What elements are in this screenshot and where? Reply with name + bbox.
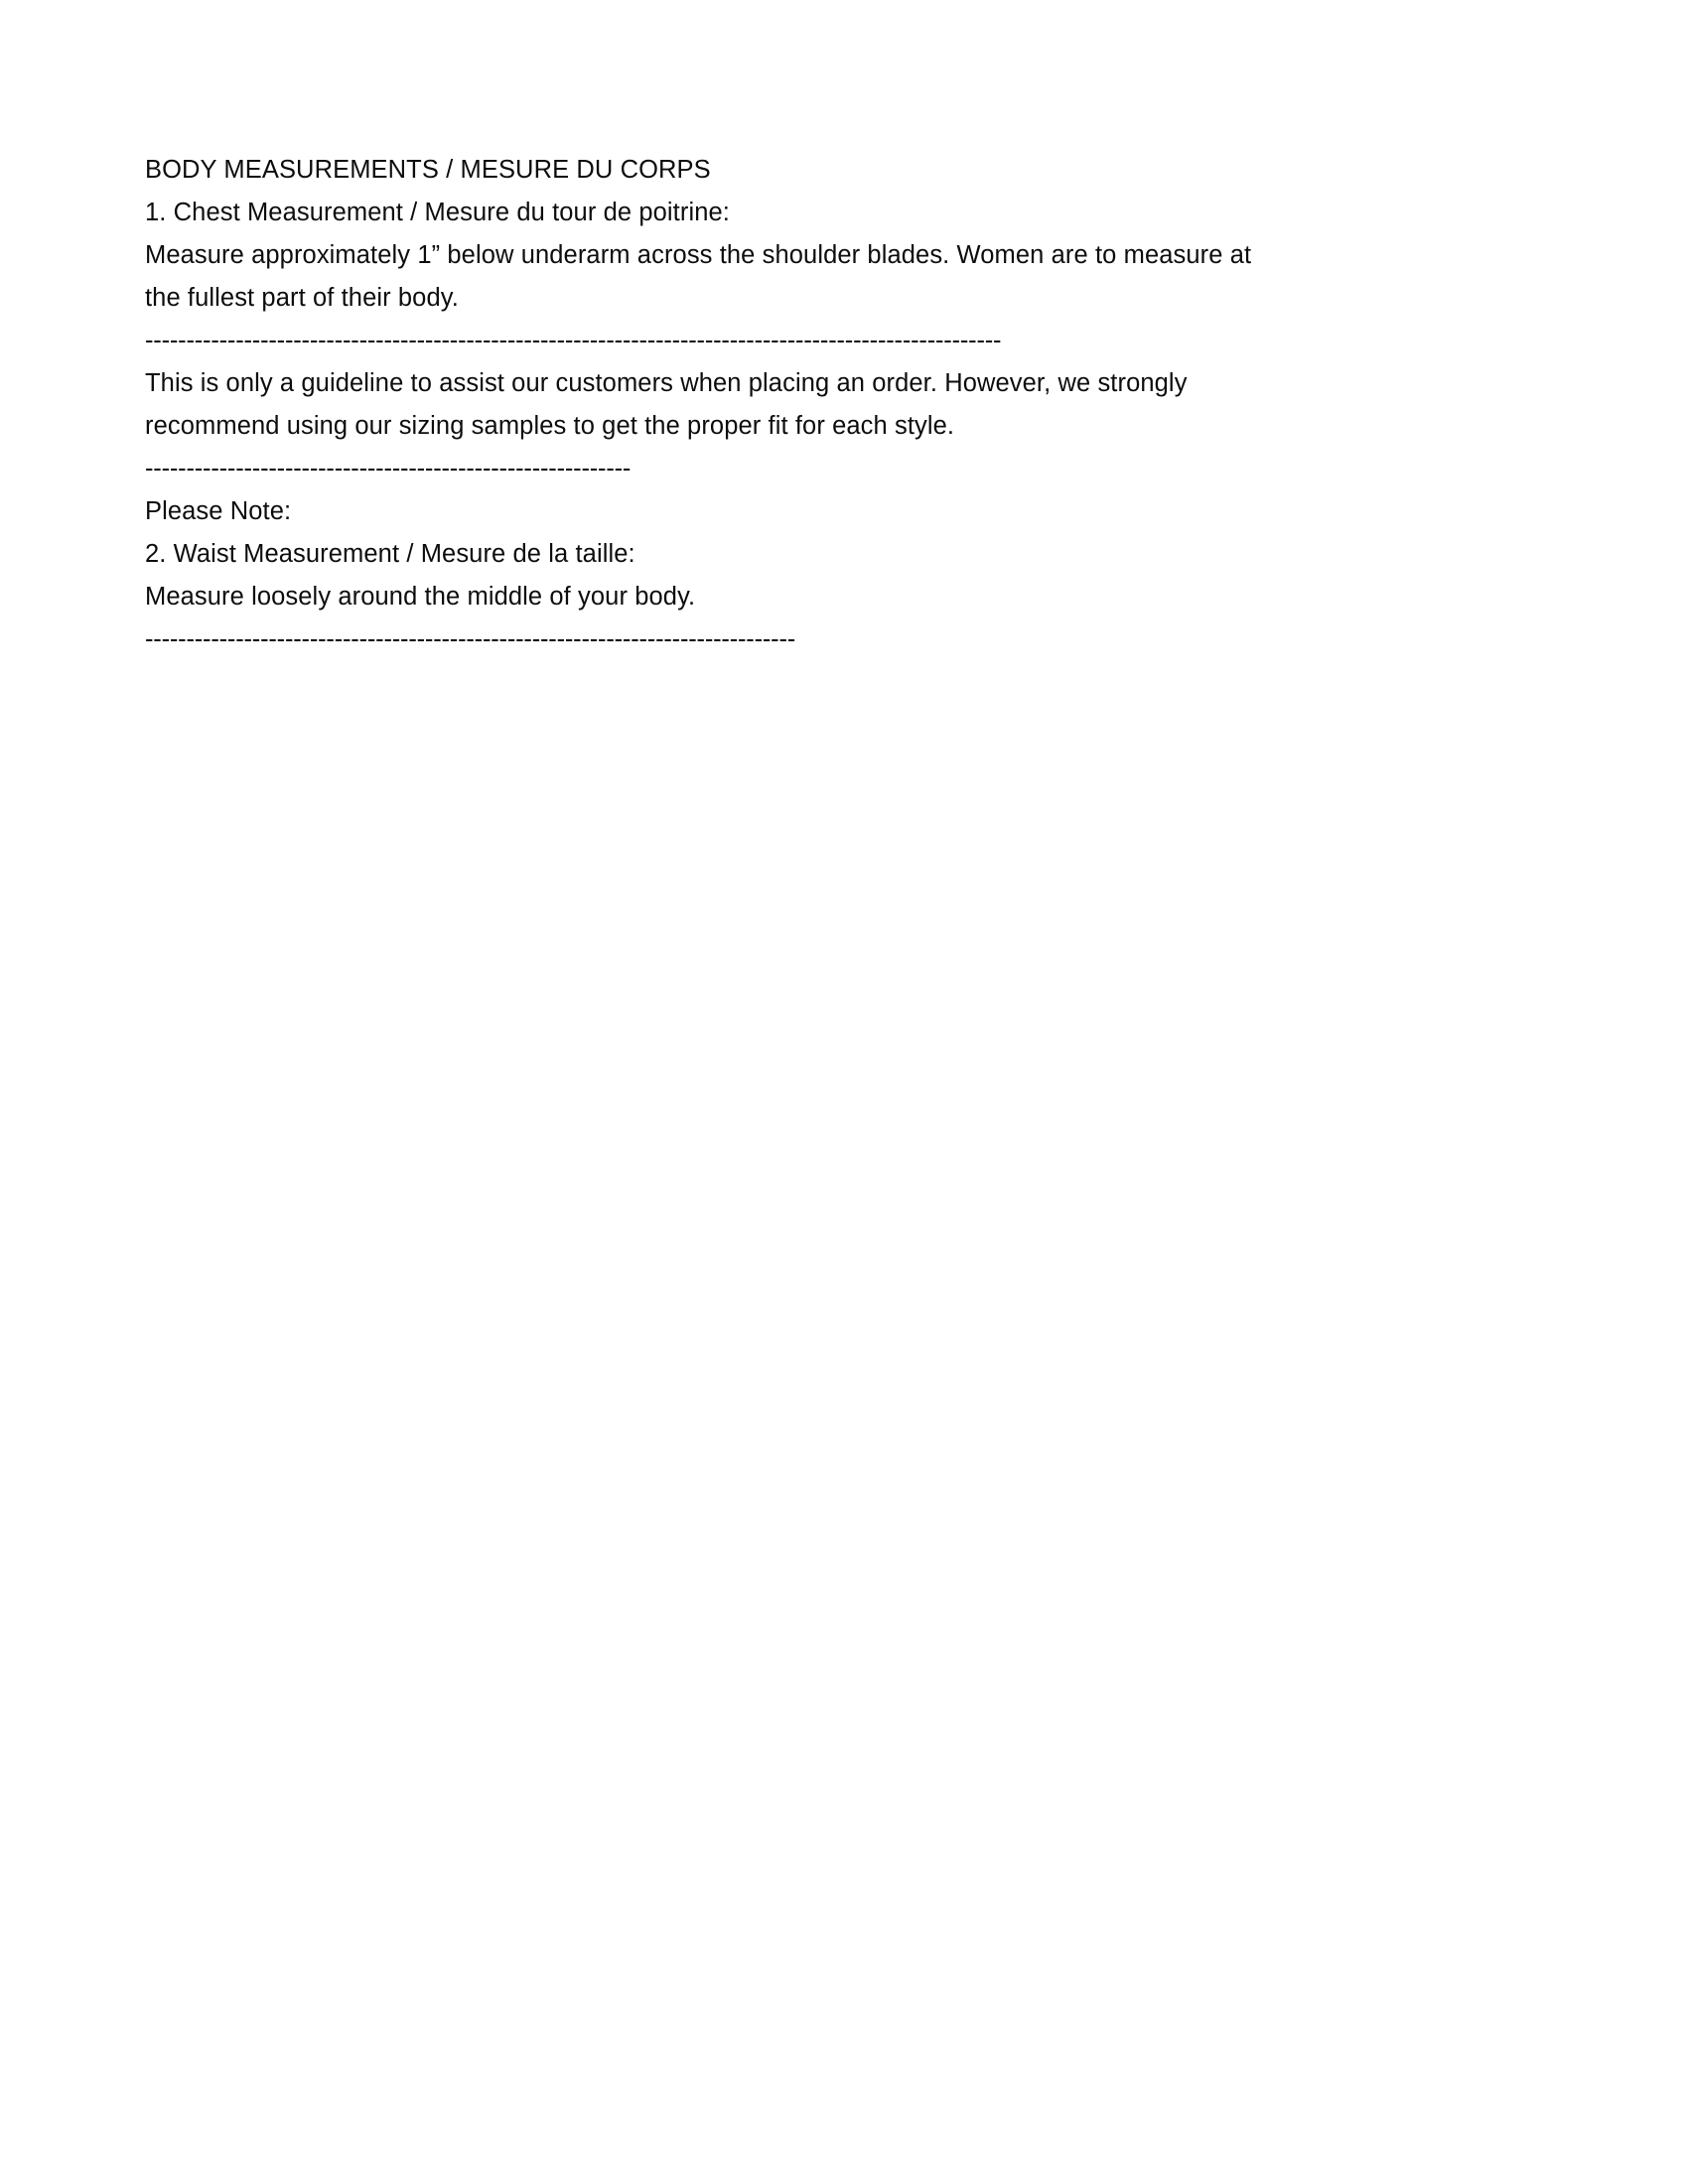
chest-measurement-heading: 1. Chest Measurement / Mesure du tour de poitrine: (145, 199, 730, 226)
please-note-label: Please Note: (145, 497, 292, 525)
document-heading: BODY MEASUREMENTS / MESURE DU CORPS (145, 156, 711, 184)
divider-two: ----------------------------------------------------------- (145, 455, 632, 482)
waist-measurement-heading: 2. Waist Measurement / Mesure de la taille: (145, 540, 635, 568)
waist-measurement-instructions: Measure loosely around the middle of your body. (145, 583, 696, 611)
document-body (145, 149, 1456, 661)
guideline-note: This is only a guideline to assist our customers when placing an order. However, we strongly recommend using our sizing samples to get the proper fit for each style. (145, 369, 1188, 440)
chest-measurement-instructions: Measure approximately 1” below underarm across the shoulder blades. Women are to measure at the fullest part of their body. (145, 241, 1252, 312)
divider-one: -------------------------------------------------------------------------------------------------------- (145, 327, 1002, 354)
divider-three: ------------------------------------------------------------------------------- (145, 625, 796, 653)
